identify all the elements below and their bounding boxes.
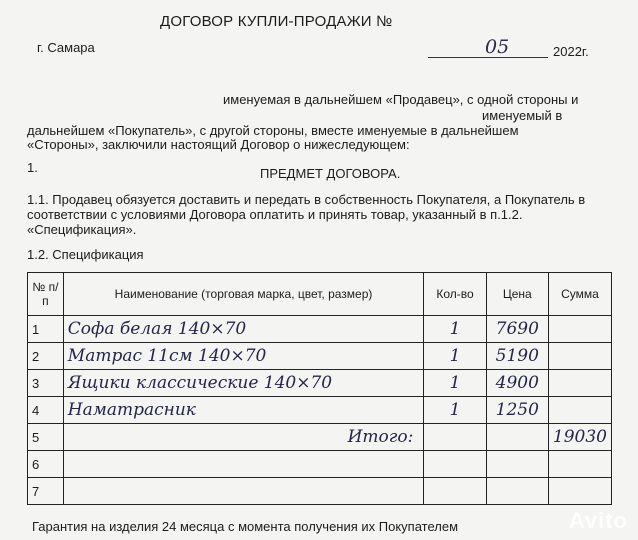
- table-header-row: [28, 273, 612, 316]
- avito-watermark: Avito: [568, 508, 628, 533]
- item-qty: 1: [424, 397, 486, 424]
- table-row: [28, 370, 612, 397]
- row-number: 6: [28, 451, 64, 478]
- item-qty: [424, 451, 486, 478]
- table-row: [28, 397, 612, 424]
- row-number: 7: [28, 478, 64, 505]
- item-name: [63, 478, 424, 505]
- row-number: 3: [28, 370, 64, 397]
- contract-title: ДОГОВОР КУПЛИ-ПРОДАЖИ №: [160, 13, 393, 30]
- header-num: № п/п: [28, 273, 64, 316]
- item-name: Наматрасник: [63, 397, 424, 424]
- item-price: 7690: [486, 316, 548, 343]
- header-name: Наименование (торговая марка, цвет, размер): [63, 273, 424, 316]
- item-qty: 1: [424, 316, 486, 343]
- item-sum: [548, 478, 611, 505]
- row-number: 2: [28, 343, 64, 370]
- city-label: г. Самара: [37, 40, 95, 55]
- warranty-note: Гарантия на изделия 24 месяца с момента получения их Покупателем: [32, 519, 459, 534]
- date-year: 2022г.: [553, 44, 589, 59]
- clause-1-1-line-2: соответствии с условиями Договора оплатить и принять товар, указанный в п.1.2.: [27, 207, 523, 222]
- table-row: [28, 451, 612, 478]
- item-price: [486, 451, 548, 478]
- item-price: [486, 478, 548, 505]
- item-qty: [424, 478, 486, 505]
- table-row: [28, 424, 612, 451]
- clause-1-1-line-3: «Спецификация».: [27, 222, 137, 237]
- table-row: [28, 316, 612, 343]
- item-name: Ящики классические 140×70: [63, 370, 424, 397]
- total-label: Итого:: [63, 424, 424, 451]
- item-price: [486, 424, 548, 451]
- header-sum: Сумма: [548, 273, 611, 316]
- item-name: [63, 451, 424, 478]
- row-number: 4: [28, 397, 64, 424]
- item-qty: [424, 424, 486, 451]
- total-sum: 19030: [548, 424, 611, 451]
- header-price: Цена: [486, 273, 548, 316]
- intro-line-2: именуемый в: [482, 108, 563, 123]
- item-qty: 1: [424, 370, 486, 397]
- clause-1-1-line-1: 1.1. Продавец обязуется доставить и передать в собственность Покупателя, а Покупатель в: [27, 192, 586, 207]
- section-heading: ПРЕДМЕТ ДОГОВОРА.: [260, 166, 401, 181]
- item-sum: [548, 397, 611, 424]
- item-qty: 1: [424, 343, 486, 370]
- item-price: 1250: [486, 397, 548, 424]
- row-number: 1: [28, 316, 64, 343]
- date-month-handwritten: 05: [485, 36, 510, 58]
- row-number: 5: [28, 424, 64, 451]
- intro-line-1: именуемая в дальнейшем «Продавец», с одной стороны и: [223, 92, 579, 107]
- intro-line-4: «Стороны», заключили настоящий Договор о нижеследующем:: [27, 137, 410, 152]
- item-sum: [548, 370, 611, 397]
- specification-table: [27, 272, 612, 505]
- item-sum: [548, 451, 611, 478]
- table-row: [28, 343, 612, 370]
- item-name: Софа белая 140×70: [63, 316, 424, 343]
- section-number: 1.: [27, 160, 38, 175]
- spec-label: 1.2. Спецификация: [27, 247, 144, 262]
- intro-line-3: дальнейшем «Покупатель», с другой стороны, вместе именуемые в дальнейшем: [27, 123, 519, 138]
- item-sum: [548, 316, 611, 343]
- item-price: 5190: [486, 343, 548, 370]
- header-qty: Кол-во: [424, 273, 486, 316]
- item-sum: [548, 343, 611, 370]
- table-row: [28, 478, 612, 505]
- item-name: Матрас 11см 140×70: [63, 343, 424, 370]
- item-price: 4900: [486, 370, 548, 397]
